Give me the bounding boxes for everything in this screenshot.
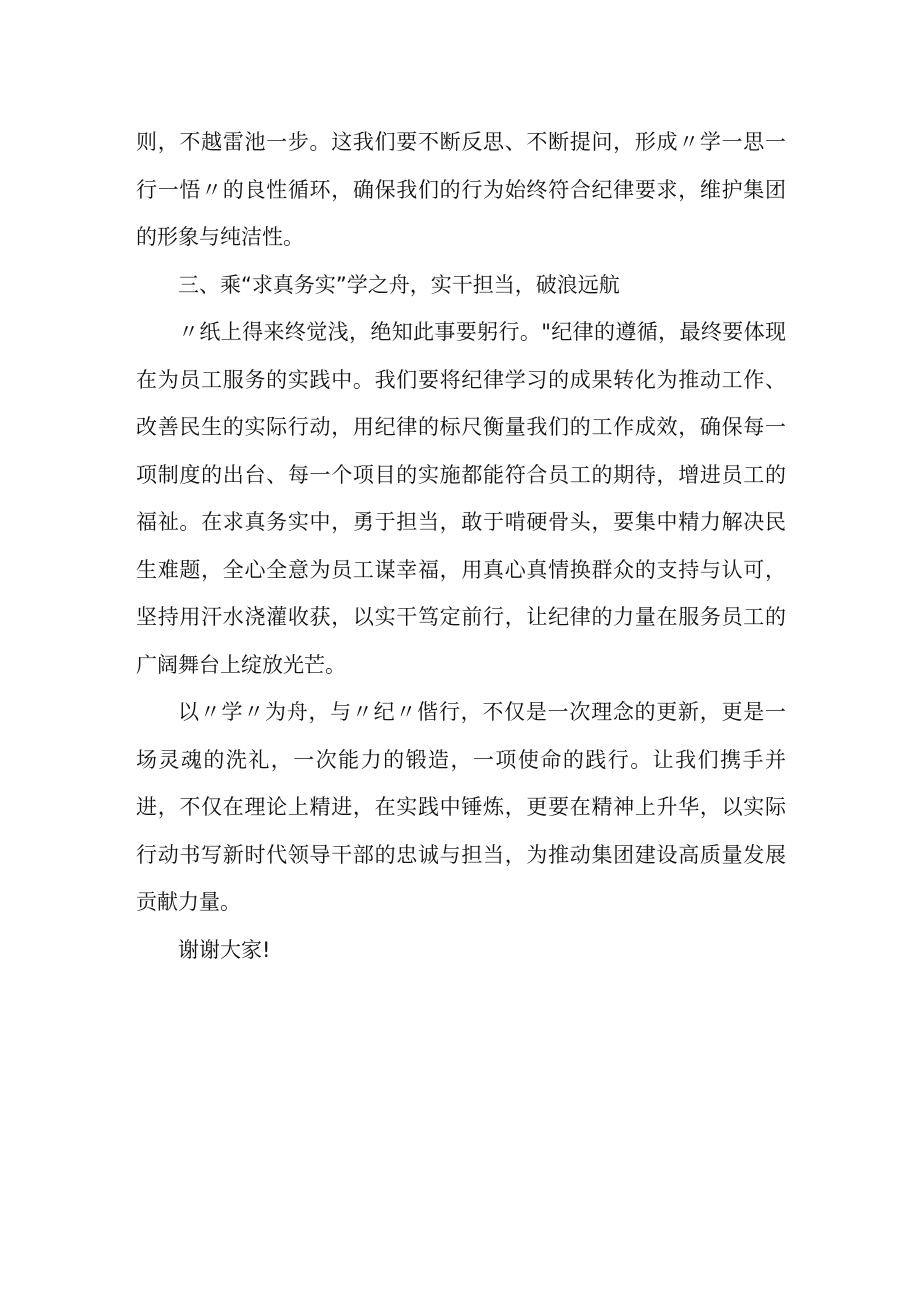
paragraph-continuation: 则，不越雷池一步。这我们要不断反思、不断提问，形成〃学一思一行一悟〃的良性循环，确保我们的行为始终符合纪律要求，维护集团的形象与纯洁性。 — [136, 130, 786, 249]
closing-thanks: 谢谢大家! — [178, 937, 271, 962]
paragraph-practice: 〃纸上得来终觉浅，绝知此事要躬行。"纪律的遵循，最终要体现在为员工服务的实践中。我们要将纪律学习的成果转化为推动工作、改善民生的实际行动，用纪律的标尺衡量我们的工作成效，确保每一项制度的出台、每一个项目的实施都能符合员工的期待，增进员工的福祉。在求真务实中，勇于担当，敢于啃硬骨头，要集中精力解决民生难题，全心全意为员工谋幸福，用真心真情换群众的支持与认可，坚持用汗水浇灌收获，以实干笃定前行，让纪律的力量在服务员工的广阔舞台上绽放光芒。 — [136, 320, 786, 677]
paragraph-conclusion: 以〃学〃为舟，与〃纪〃偕行，不仅是一次理念的更新，更是一场灵魂的洗礼，一次能力的锻造，一项使命的践行。让我们携手并进，不仅在理论上精进，在实践中锤炼，更要在精神上升华，以实际行动书写新时代领导干部的忠诚与担当，为推动集团建设高质量发展贡献力量。 — [136, 700, 786, 914]
section-heading: 三、乘“求真务实”学之舟，实干担当，破浪远航 — [178, 272, 620, 297]
document-body — [136, 119, 786, 974]
